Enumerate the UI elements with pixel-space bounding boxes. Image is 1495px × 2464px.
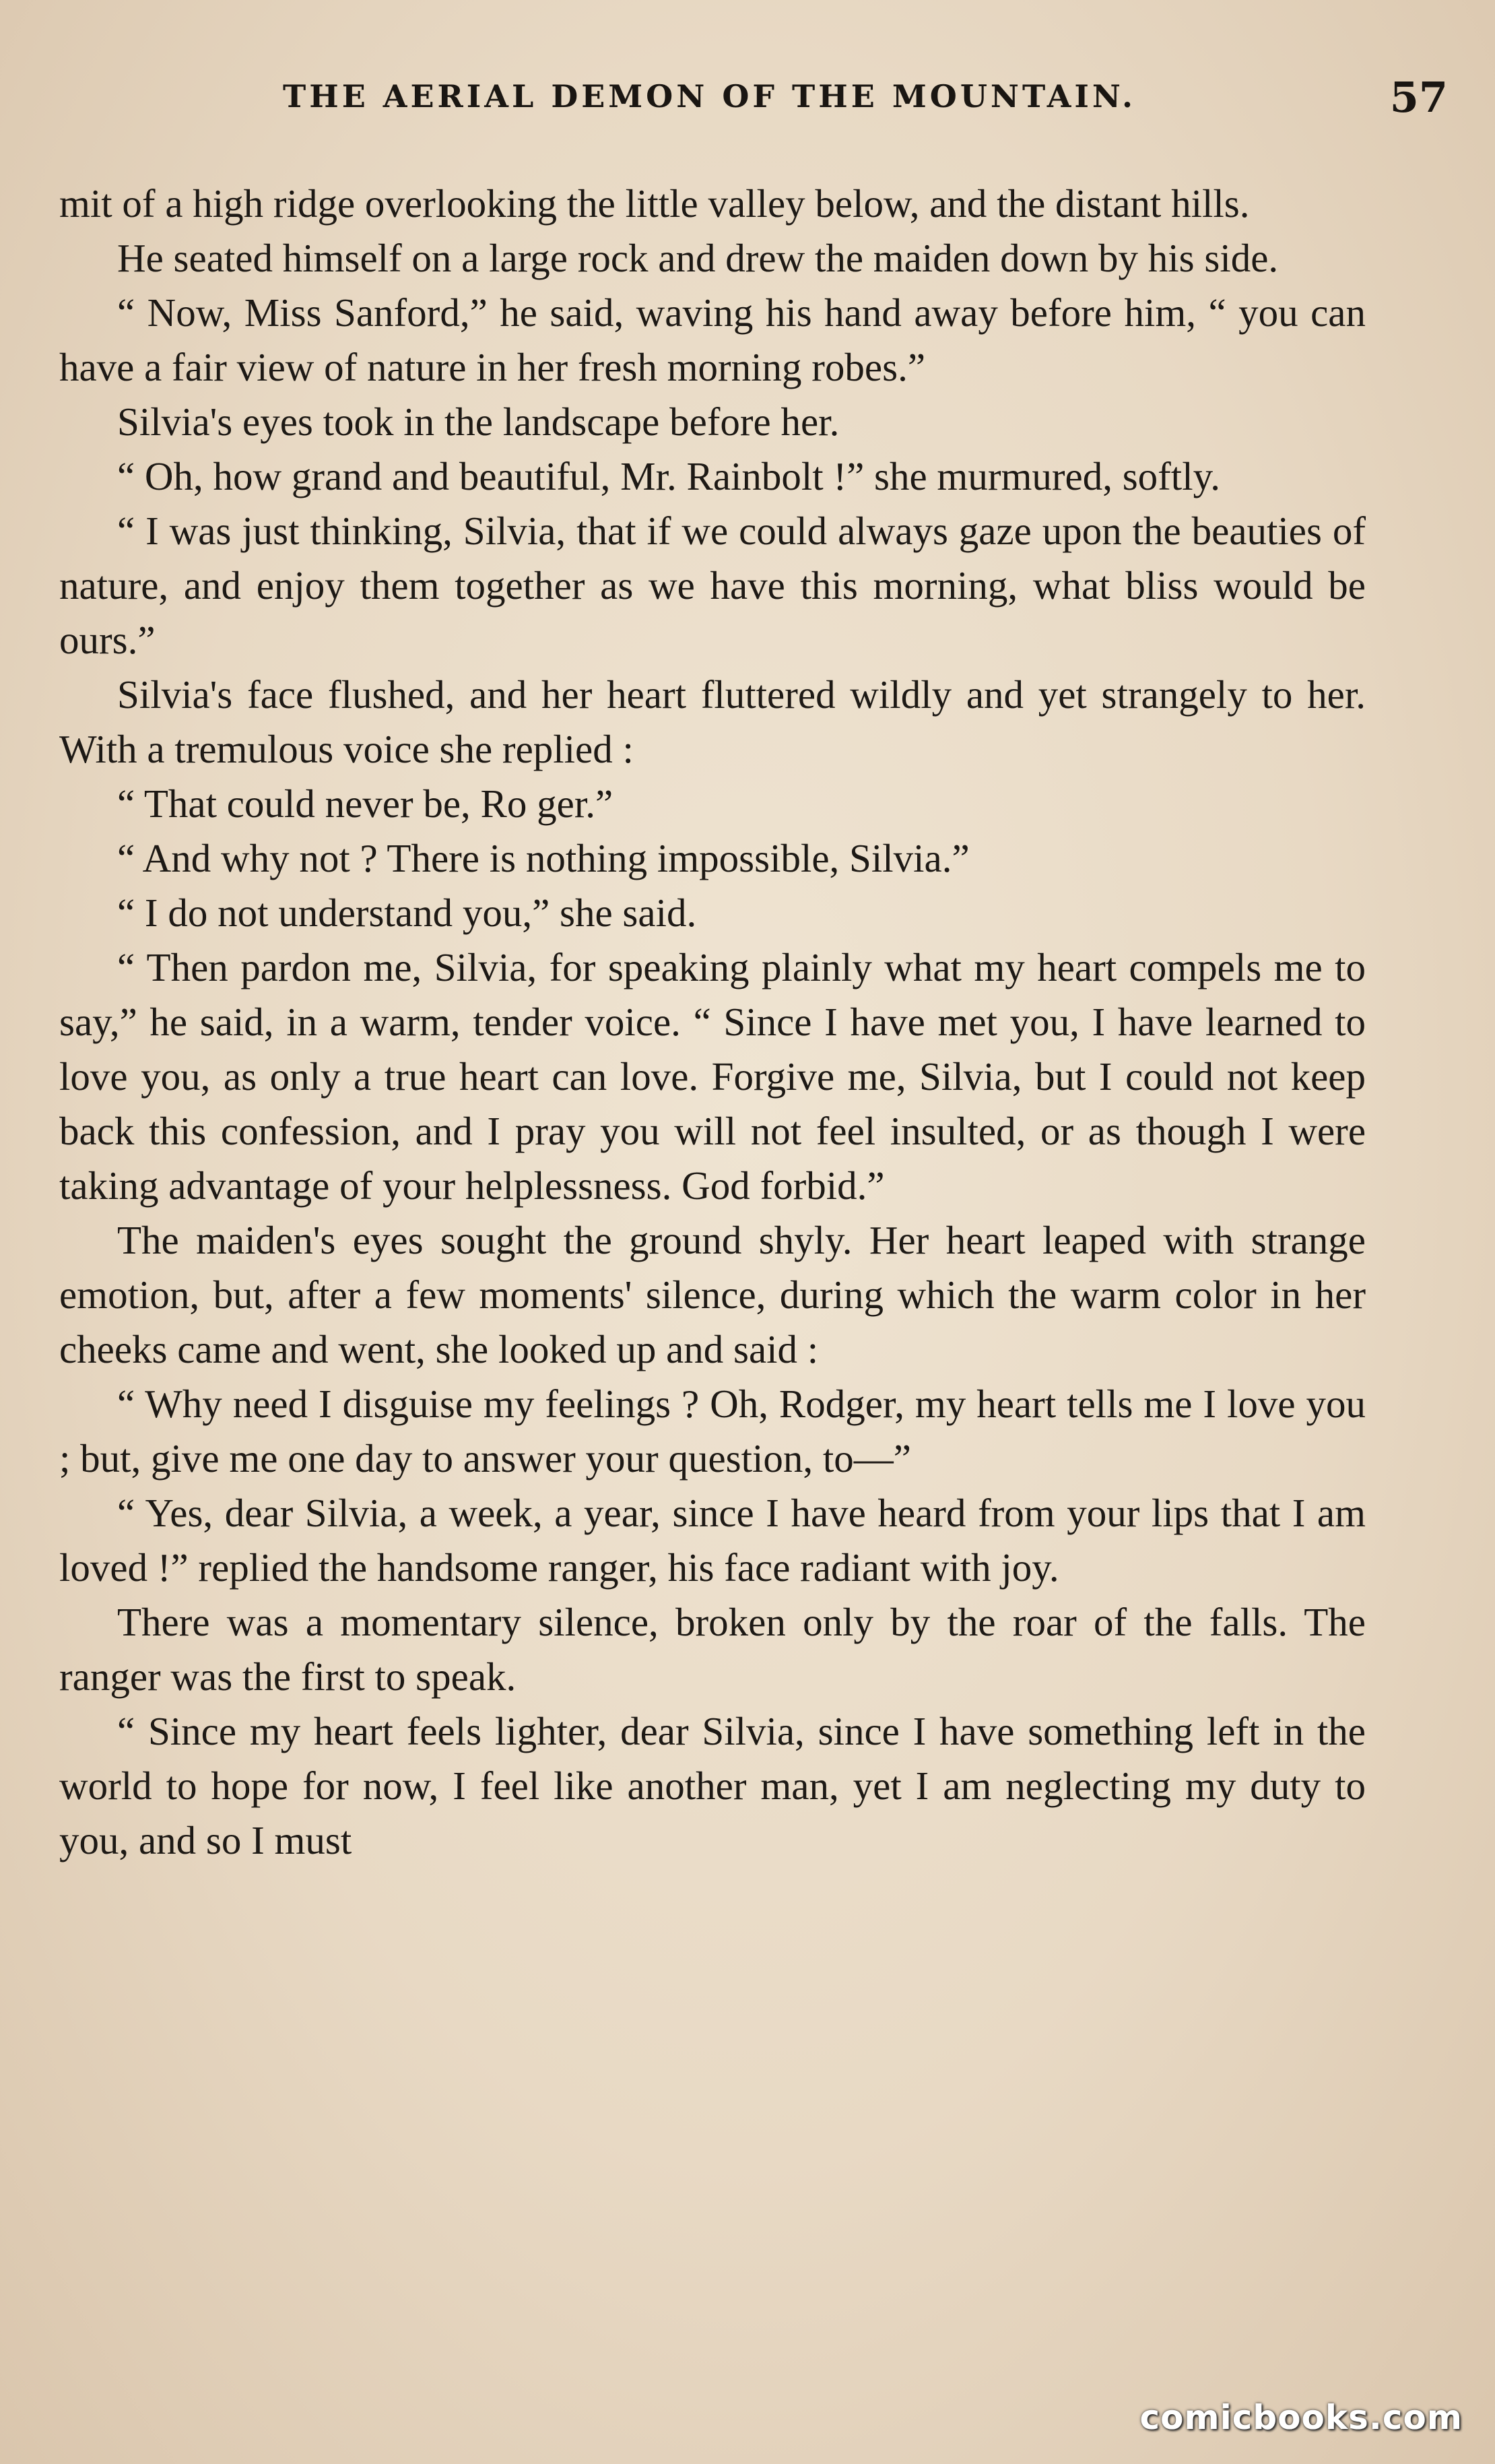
body-text [59,176,1366,1868]
paragraph: He seated himself on a large rock and drew the maiden down by his side. [117,236,1279,280]
paragraph: Silvia's eyes took in the landscape before her. [117,399,840,444]
running-title: THE AERIAL DEMON OF THE MOUNTAIN. [283,78,1137,115]
paragraph: “ I do not understand you,” she said. [117,890,697,935]
paragraph: mit of a high ridge overlooking the little valley below, and the distant hills. [59,181,1250,226]
paragraph: The maiden's eyes sought the ground shyly. Her heart leaped with strange emotion, but, after a few moments' silence, during which the warm color in her cheeks came and went, she looked up and said : [59,1218,1366,1371]
paragraph: “ Why need I disguise my feelings ? Oh, Rodger, my heart tells me I love you ; but, give me one day to answer your question, to—” [59,1382,1366,1481]
paragraph: Silvia's face flushed, and her heart fluttered wildly and yet strangely to her. With a tremulous voice she replied : [59,672,1366,771]
paragraph: “ Now, Miss Sanford,” he said, waving his hand away before him, “ you can have a fair view of nature in her fresh morning robes.” [59,290,1366,389]
paragraph: There was a momentary silence, broken only by the roar of the falls. The ranger was the first to speak. [59,1600,1366,1699]
paragraph: “ I was just thinking, Silvia, that if we could always gaze upon the beauties of nature, and enjoy them together as we have this morning, what bliss would be ours.” [59,509,1366,662]
page-number: 57 [1389,73,1448,122]
page-header [283,73,1448,127]
paragraph: “ And why not ? There is nothing impossible, Silvia.” [117,836,970,880]
paragraph: “ That could never be, Ro ger.” [117,781,613,826]
paragraph: “ Since my heart feels lighter, dear Silvia, since I have something left in the world to hope for now, I feel like another man, yet I am neglecting my duty to you, and so I must [59,1709,1366,1862]
paragraph: “ Yes, dear Silvia, a week, a year, since I have heard from your lips that I am loved !” replied the handsome ranger, his face radiant with joy. [59,1491,1366,1590]
paragraph: “ Oh, how grand and beautiful, Mr. Rainbolt !” she murmured, softly. [117,454,1220,498]
watermark: comicbooks.com [1139,2398,1463,2437]
paragraph: “ Then pardon me, Silvia, for speaking plainly what my heart compels me to say,” he said, in a warm, tender voice. “ Since I have met you, I have learned to love you, as only a true heart can love. Forgive me, Silvia, but I could not keep back this confession, and I pray you will not feel insulted, or as though I were taking advantage of your helplessness. God forbid.” [59,945,1366,1208]
